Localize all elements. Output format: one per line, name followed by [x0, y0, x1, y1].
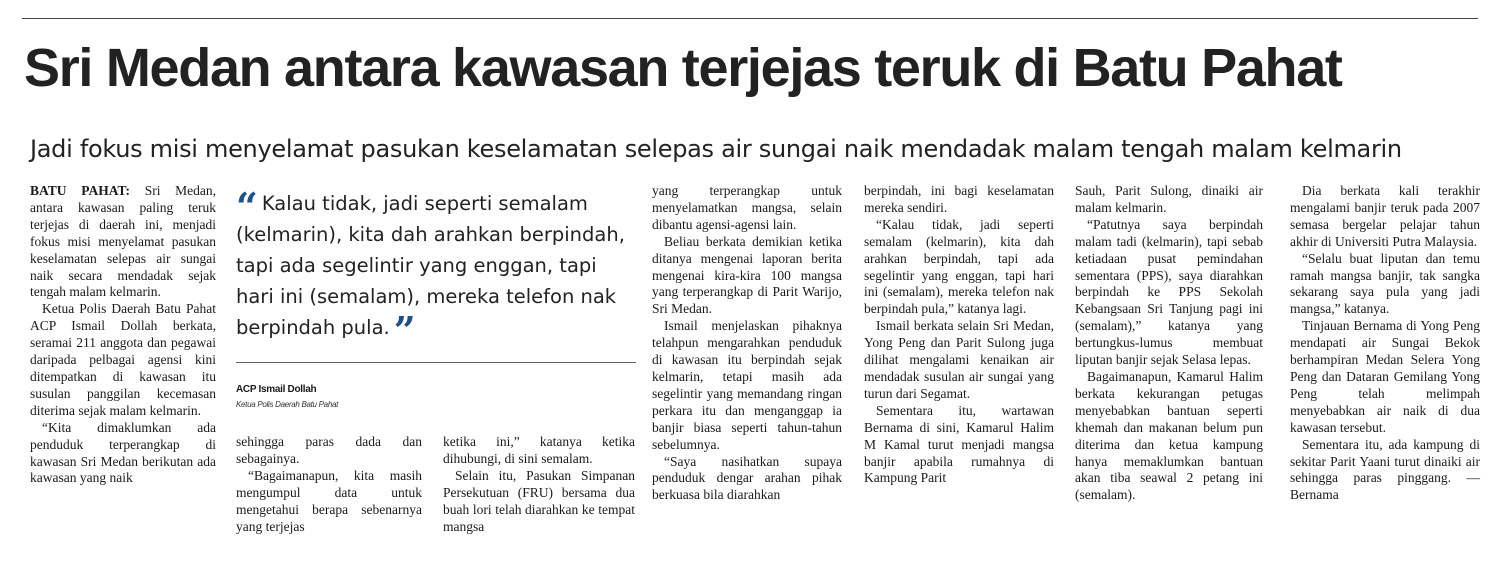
article-paragraph: Ismail berkata selain Sri Medan, Yong Peng dan Parit Sulong juga dilihat mengalami kenaikan air mendadak susulan air sungai yang turun dari Segamat.: [864, 318, 1054, 401]
article-paragraph: Ismail menjelaskan pihaknya telahpun mengarahkan penduduk di kawasan itu berpindah sejak kelmarin, tetapi masih ada segelintir yang memandang ringan perkara itu dan menganggap ia banjir biasa seperti tahun-tahun sebelumnya.: [652, 318, 842, 452]
article-paragraph: Bagaimanapun, Kamarul Halim berkata kekurangan petugas menyebabkan bantuan seperti khemah dan makanan belum pun diterima dan ketua kampung hanya memaklumkan bantuan akan tiba seawal 2 petang ini (semalam).: [1075, 368, 1263, 503]
pull-quote: [236, 184, 636, 353]
article-paragraph: [30, 183, 216, 301]
pull-quote-attribution-role: Ketua Polis Daerah Batu Pahat: [236, 400, 339, 409]
pull-quote-divider: [236, 362, 636, 363]
article-paragraph: Sementara itu, wartawan Bernama di sini, Kamarul Halim M Kamal turut menjadi mangsa banjir apabila rumahnya di Kampung Parit: [864, 402, 1054, 486]
article-paragraph: ketika ini,” katanya ketika dihubungi, di sini semalam.: [443, 434, 635, 466]
article-paragraph: berpindah, ini bagi keselamatan mereka sendiri.: [864, 183, 1054, 215]
article-paragraph: “Saya nasihatkan supaya penduduk dengar arahan pihak berkuasa bila diarahkan: [652, 453, 842, 503]
article-paragraph: sehingga paras dada dan sebagainya.: [236, 434, 422, 466]
article-column-4: [652, 183, 842, 504]
paragraph-text: Sri Medan, antara kawasan paling teruk terjejas di daerah ini, menjadi fokus misi menyelamat pasukan keselamatan selepas air sungai naik secara mendadak sejak tengah malam kelmarin.: [30, 183, 217, 300]
article-paragraph: “Kalau tidak, jadi seperti semalam (kelmarin), kita dah arahkan berpindah, tapi ada segelintir yang enggan, tapi hari ini (semalam), mereka telefon nak berpindah pula,” katanya lagi.: [864, 216, 1054, 317]
article-column-6: [1075, 183, 1263, 504]
headline: Sri Medan antara kawasan terjejas teruk di Batu Pahat: [24, 38, 1342, 98]
article-column-7: [1290, 183, 1480, 504]
article-paragraph: “Bagaimanapun, kita masih mengumpul data untuk mengetahui berapa sebenarnya yang terjejas: [236, 467, 422, 534]
pull-quote-text: [236, 184, 636, 353]
article-column-2: [236, 434, 422, 535]
article-paragraph: “Kita dimaklumkan ada penduduk terperangkap di kawasan Sri Medan berikutan ada kawasan yang naik: [30, 419, 216, 486]
open-quote-icon: “: [236, 184, 258, 229]
dateline: BATU PAHAT:: [30, 183, 130, 198]
article-paragraph: Sementara itu, ada kampung di sekitar Parit Yaani turut dinaiki air sehingga paras pinggang. — Bernama: [1290, 436, 1480, 503]
close-quote-icon: ”: [393, 308, 416, 353]
article-column-3: [443, 434, 635, 535]
article-paragraph: yang terperangkap untuk menyelamatkan mangsa, selain dibantu agensi-agensi lain.: [652, 183, 842, 232]
article-paragraph: Ketua Polis Daerah Batu Pahat ACP Ismail Dollah berkata, seramai 211 anggota dan pegawai daripada pelbagai agensi kini ditempatkan di kawasan itu susulan panggilan kecemasan diterima sejak malam kelmarin.: [30, 301, 216, 418]
article-paragraph: Tinjauan Bernama di Yong Peng mendapati air Sungai Bekok berhampiran Medan Selera Yong Peng dan Dataran Gemilang Yong Peng telah melimpah menyebabkan air naik di dua kawasan tersebut.: [1290, 318, 1480, 435]
article-paragraph: Dia berkata kali terakhir mengalami banjir teruk pada 2007 semasa bergelar pelajar tahun akhir di Universiti Putra Malaysia.: [1290, 183, 1480, 249]
pull-quote-body: Kalau tidak, jadi seperti semalam (kelmarin), kita dah arahkan berpindah, tapi ada segelintir yang enggan, tapi hari ini (semalam), mereka telefon nak berpindah pula.: [236, 192, 625, 339]
pull-quote-attribution-name: ACP Ismail Dollah: [236, 384, 317, 395]
article-paragraph: “Selalu buat liputan dan temu ramah mangsa banjir, tak sangka sekarang saya pula yang jadi mangsa,” katanya.: [1290, 250, 1480, 317]
article-column-1: [30, 183, 216, 487]
subheadline: Jadi fokus misi menyelamat pasukan keselamatan selepas air sungai naik mendadak malam tengah malam kelmarin: [30, 135, 1402, 163]
article-paragraph: Beliau berkata demikian ketika ditanya mengenai laporan berita mengenai kira-kira 100 mangsa yang terperangkap di Parit Warijo, Sri Medan.: [652, 233, 842, 317]
top-rule: [22, 18, 1478, 19]
article-paragraph: Sauh, Parit Sulong, dinaiki air malam kelmarin.: [1075, 183, 1263, 215]
article-column-5: [864, 183, 1054, 487]
article-paragraph: Selain itu, Pasukan Simpanan Persekutuan (FRU) bersama dua buah lori telah diarahkan ke tempat mangsa: [443, 467, 635, 534]
article-paragraph: “Patutnya saya berpindah malam tadi (kelmarin), tapi sebab ketiadaan pusat pemindahan sementara (PPS), saya diarahkan berpindah ke PPS Sekolah Kebangsaan Sri Tanjung pagi ini (semalam),” katanya yang bertungkus-lumus membuat liputan banjir sejak Selasa lepas.: [1075, 216, 1263, 368]
